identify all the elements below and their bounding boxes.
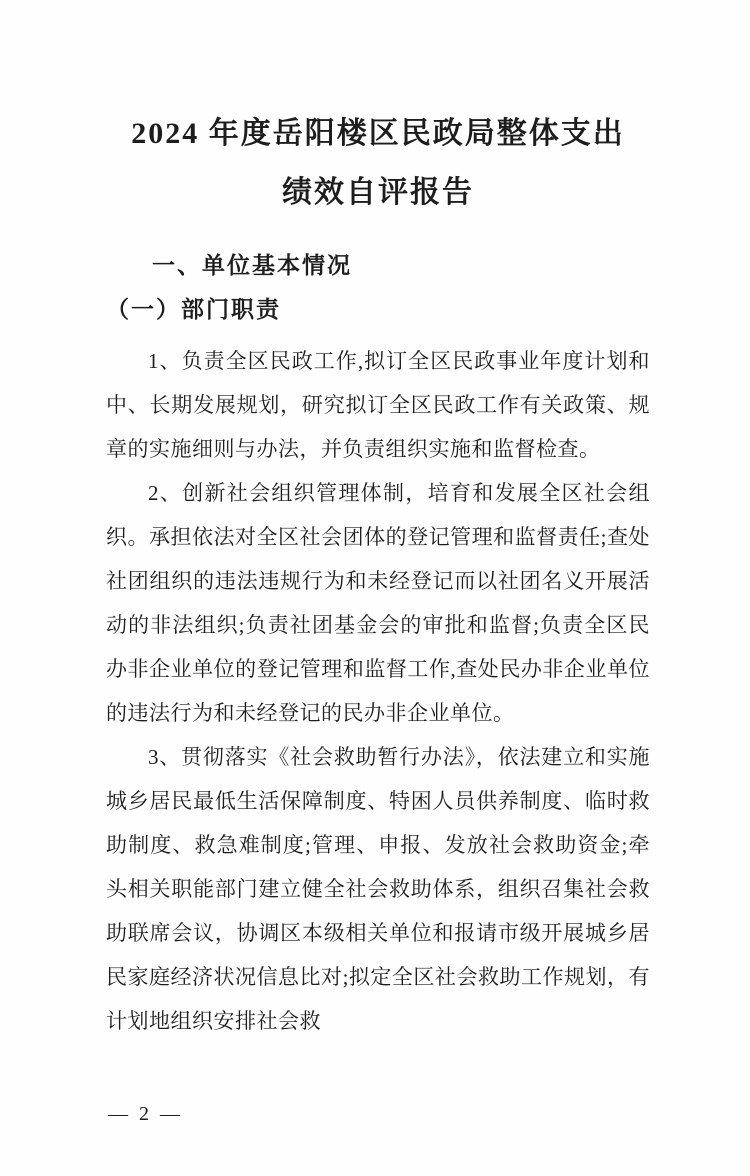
- document-title: [106, 104, 650, 222]
- title-line-2: 绩效自评报告: [282, 176, 474, 209]
- subsection-heading-department-duties: （一）部门职责: [106, 297, 281, 322]
- paragraph-duty-2: 2、创新社会组织管理体制，培育和发展全区社会组织。承担依法对全区社会团体的登记管理和监督责任;查处社团组织的违法违规行为和未经登记而以社团名义开展活动的非法组织;负责社团基金会的审批和监督;负责全区民办非企业单位的登记管理和监督工作,查处民办非企业单位的违法行为和未经登记的民办非企业单位。: [106, 481, 650, 725]
- title-line-1: 2024 年度岳阳楼区民政局整体支出: [131, 117, 625, 150]
- paragraph-duty-1: 1、负责全区民政工作,拟订全区民政事业年度计划和中、长期发展规划，研究拟订全区民政工作有关政策、规章的实施细则与办法，并负责组织实施和监督检查。: [106, 349, 650, 461]
- paragraph-duty-3: 3、贯彻落实《社会救助暂行办法》，依法建立和实施城乡居民最低生活保障制度、特困人员供养制度、临时救助制度、救急难制度;管理、申报、发放社会救助资金;牵头相关职能部门建立健全社会救助体系，组织召集社会救助联席会议，协调区本级相关单位和报请市级开展城乡居民家庭经济状况信息比对;拟定全区社会救助工作规划，有计划地组织安排社会救: [106, 745, 650, 1033]
- page-number: — 2 —: [108, 1103, 183, 1125]
- section-heading-unit-basic-info: 一、单位基本情况: [152, 253, 352, 278]
